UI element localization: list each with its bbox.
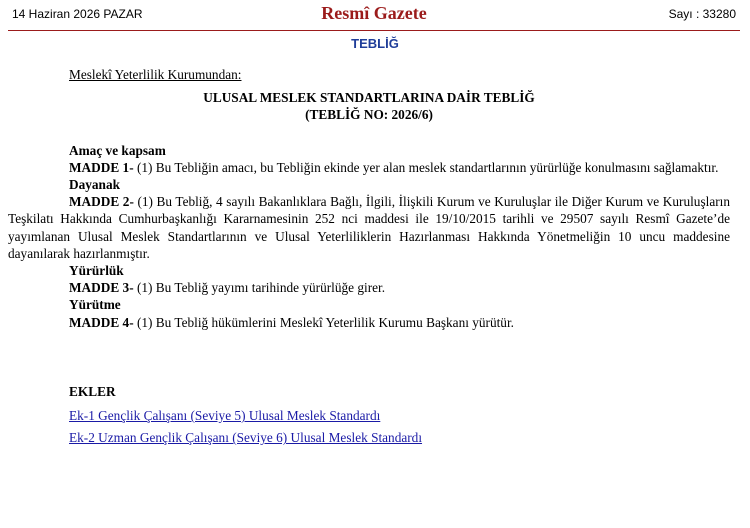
article-3 — [8, 279, 730, 296]
issue-number: Sayı : 33280 — [668, 7, 736, 21]
document-body — [8, 66, 730, 451]
article-4 — [8, 314, 730, 331]
spacer — [8, 331, 730, 383]
article-heading: Dayanak — [69, 177, 120, 193]
article-text: (1) Bu Tebliğin amacı, bu Tebliğin ekinde yer alan meslek standartlarının yürürlüğe konulmasını sağlamaktır. — [133, 159, 719, 175]
doc-title-line-1: ULUSAL MESLEK STANDARTLARINA DAİR TEBLİĞ — [203, 90, 535, 106]
article-2 — [8, 193, 730, 262]
article-text: (1) Bu Tebliğ hükümlerini Meslekî Yeterlilik Kurumu Başkanı yürütür. — [133, 314, 514, 330]
gazette-title: Resmî Gazete — [321, 3, 427, 23]
masthead — [8, 0, 740, 31]
article-label: MADDE 4- — [69, 314, 134, 330]
annex-link-2[interactable]: Ek-2 Uzman Gençlik Çalışanı (Seviye 6) Ulusal Meslek Standardı — [69, 430, 423, 446]
issue-date: 14 Haziran 2026 PAZAR — [12, 7, 143, 21]
article-label: MADDE 3- — [69, 280, 134, 296]
doc-title-line-2: (TEBLİĞ NO: 2026/6) — [305, 107, 433, 123]
article-text: (1) Bu Tebliğ yayımı tarihinde yürürlüğe girer. — [133, 280, 386, 296]
article-heading: Yürütme — [69, 297, 121, 313]
spacer — [8, 124, 730, 142]
article-text: (1) Bu Tebliğ, 4 sayılı Bakanlıklara Bağlı, İlgili, İlişkili Kurum ve Kuruluşlar ile Diğer Kurum ve Kuruluşların Teşkilatı Hakkında Cumhurbaşkanlığı Kararnamesinin 252 nci maddesi ile 19/10/2015 tarihli ve 29507 sayılı Resmî Gazete’de yayımlanan Ulusal Meslek Standartlarının ve Ulusal Yeterliliklerin Hazırlanması Hakkında Yönetmeliğin 10 uncu maddesine dayanılarak hazırlanmıştır. — [8, 194, 730, 261]
issuer: Meslekî Yeterlilik Kurumundan: — [69, 67, 242, 82]
annex-link-1[interactable]: Ek-1 Gençlik Çalışanı (Seviye 5) Ulusal Meslek Standardı — [69, 408, 381, 424]
annexes-heading: EKLER — [69, 383, 116, 399]
article-label: MADDE 1- — [69, 159, 134, 175]
section-type: TEBLİĞ — [351, 36, 399, 51]
article-heading: Yürürlük — [69, 263, 124, 279]
article-label: MADDE 2- — [69, 194, 134, 210]
article-1 — [8, 159, 730, 176]
article-heading: Amaç ve kapsam — [69, 142, 166, 158]
